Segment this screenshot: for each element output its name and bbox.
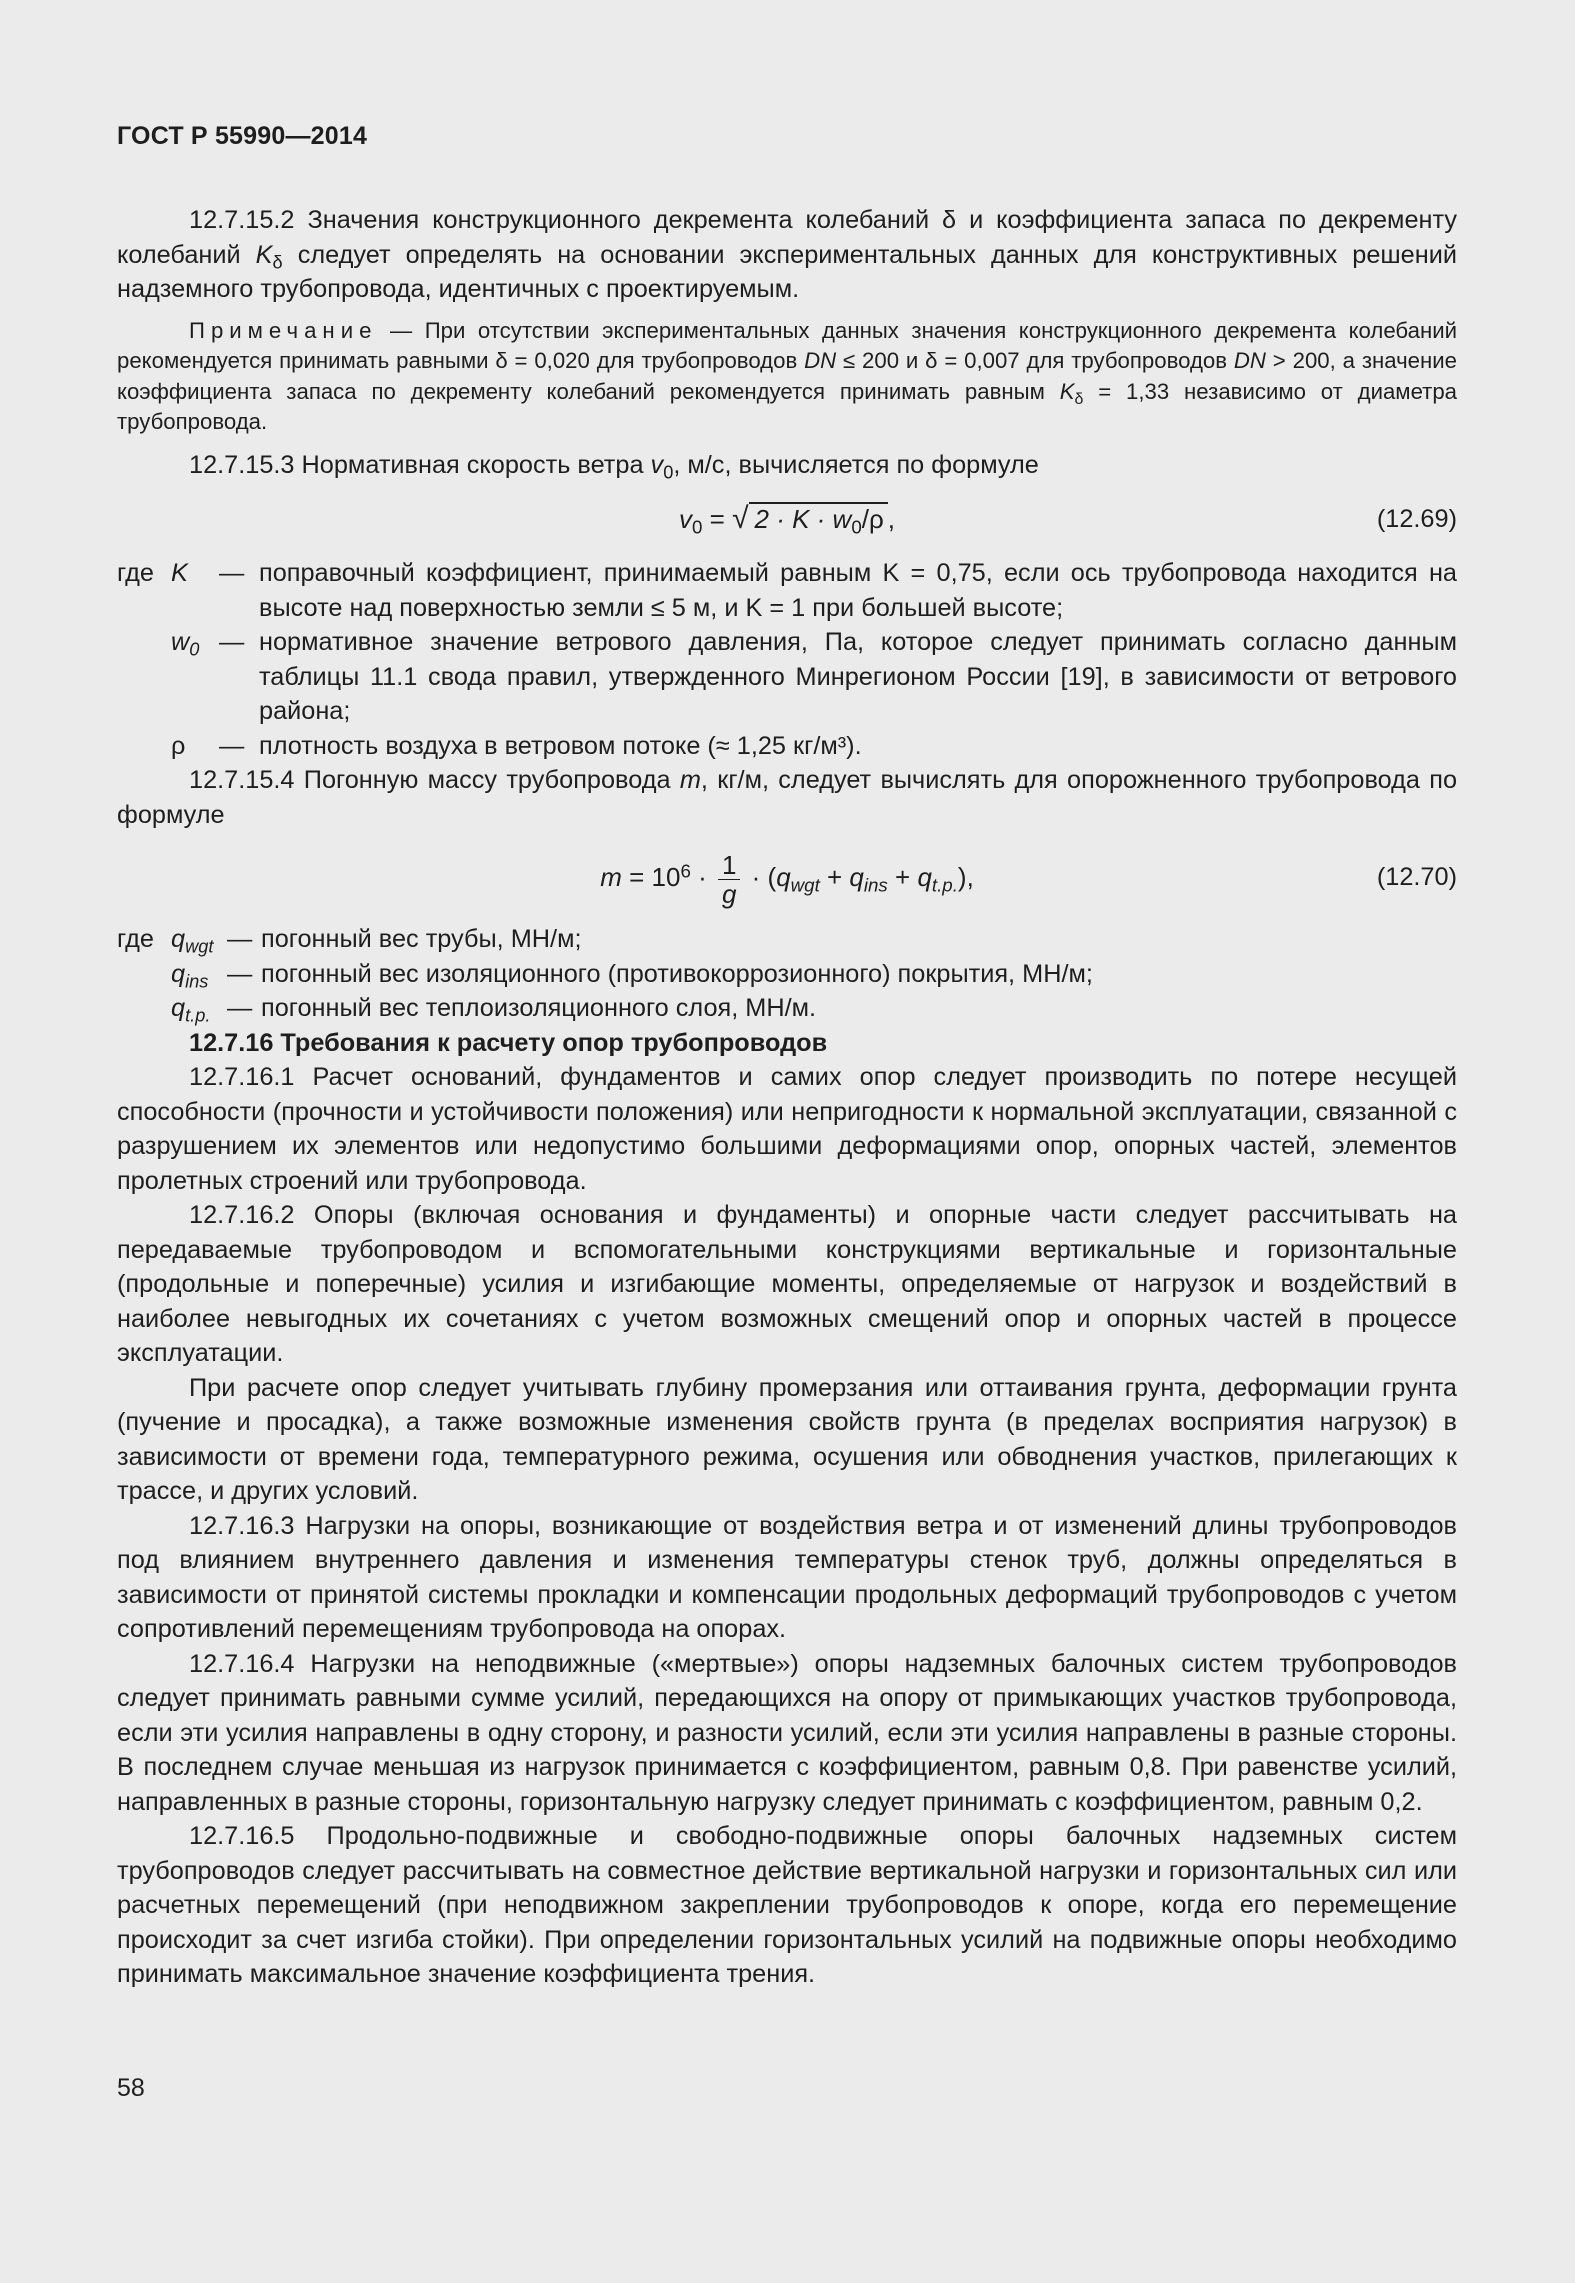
- paragraph-12-7-15-2: 12.7.15.2 Значения конструкционного декремента колебаний δ и коэффициента запаса по декременту колебаний $K_\delta$ следует определять на основании экспериментальных данных для конструктивных решений надземного трубопровода, идентичных с проектируемым.: [117, 206, 1457, 303]
- definition-row: где $q_{wgt}$ — погонный вес трубы, МН/м;: [117, 925, 582, 957]
- paragraph-12-7-16-1: 12.7.16.1 Расчет оснований, фундаментов и самих опор следует производить по потере несущей способности (прочности и устойчивости положения) или непригодности к нормальной эксплуатации, связанной с разрушением их элементов или недопустимо большими деформациями опор, опорных частей, элементов пролетных строений или трубопровода.: [117, 1063, 1457, 1195]
- paragraph-12-7-16-3: 12.7.16.3 Нагрузки на опоры, возникающие от воздействия ветра и от изменений длины трубопроводов под влиянием внутреннего давления и изменения температуры стенок труб, должны определяться в зависимости от принятой системы прокладки и компенсации продольных деформаций трубопроводов с учетом сопротивлений перемещениям трубопровода на опорах.: [117, 1511, 1457, 1643]
- section-heading-12-7-16: 12.7.16 Требования к расчету опор трубопроводов: [189, 1028, 828, 1057]
- fraction: $\frac{1}{g}$: [718, 851, 740, 908]
- document-header: ГОСТ Р 55990—2014: [117, 122, 368, 150]
- document-body: [117, 203, 1457, 1992]
- radicand: $2 \cdot K \cdot w_0/\rho$: [749, 502, 888, 534]
- formula-12-70-definitions: [117, 922, 1457, 1026]
- paragraph-supports-calculation: При расчете опор следует учитывать глубину промерзания или оттаивания грунта, деформации грунта (пучение и просадка), а также возможные изменения свойств грунта (в пределах восприятия нагрузок) в зависимости от времени года, температурного режима, осушения или обводнения участков, прилегающих к трассе, и других условий.: [117, 1373, 1457, 1505]
- paragraph-12-7-15-3: 12.7.15.3 Нормативная скорость ветра $v_0$, м/с, вычисляется по формуле: [189, 450, 1039, 482]
- paragraph-12-7-16-2: 12.7.16.2 Опоры (включая основания и фундаменты) и опорные части следует рассчитывать на передаваемые трубопроводом и вспомогательными конструкциями вертикальные и горизонтальные (продольные и поперечные) усилия и изгибающие моменты, определяемые от нагрузок и воздействий в наиболее невыгодных их сочетаниях с учетом возможных смещений опор и опорных частей в процессе эксплуатации.: [117, 1201, 1457, 1367]
- formula-12-70: [117, 832, 1457, 922]
- note-label: Примечание: [189, 317, 378, 343]
- formula-expression: $m = 10^6$ · $\frac{1}{g}$ · $(q_{wgt} + q_{ins} + q_{t.p.})$,: [600, 849, 974, 909]
- definition-row: где K — поправочный коэффициент, принимаемый равным K = 0,75, если ось трубопровода находится на высоте над поверхностью земли ≤ 5 м, и K = 1 при большей высоте;: [117, 559, 1457, 622]
- paragraph-12-7-15-4: 12.7.15.4 Погонную массу трубопровода m, кг/м, следует вычислять для опорожненного трубопровода по формуле: [117, 766, 1458, 829]
- note: Примечание — При отсутствии экспериментальных данных значения конструкционного декремента колебаний рекомендуется принимать равными δ = 0,020 для трубопроводов DN ≤ 200 и δ = 0,007 для трубопроводов DN > 200, а значение коэффициента запаса по декременту колебаний рекомендуется принимать равным $K_\delta = 1,33$ независимо от диаметра трубопровода.: [117, 317, 1458, 434]
- paragraph-12-7-16-5: 12.7.16.5 Продольно-подвижные и свободно-подвижные опоры балочных надземных систем трубопроводов следует рассчитывать на совместное действие вертикальной нагрузки и горизонтальных сил или расчетных перемещений (при неподвижном закреплении трубопроводов к опоре, когда его перемещение происходит за счет изгиба стойки). При определении горизонтальных усилий на подвижные опоры необходимо принимать максимальное значение коэффициента трения.: [117, 1822, 1457, 1988]
- formula-number: (12.69): [1376, 505, 1457, 533]
- definition-row: ρ — плотность воздуха в ветровом потоке (≈ 1,25 кг/м³).: [171, 731, 862, 760]
- paragraph-12-7-16-4: 12.7.16.4 Нагрузки на неподвижные («мертвые») опоры надземных балочных систем трубопроводов следует принимать равными сумме усилий, передающихся на опору от примыкающих участков трубопровода, если эти усилия направлены в одну сторону, и разности усилий, если эти усилия направлены в разные стороны. В последнем случае меньшая из нагрузок принимается с коэффициентом, равным 0,8. При равенстве усилий, направленных в разные стороны, горизонтальную нагрузку следует принимать с коэффициентом, равным 0,2.: [117, 1649, 1457, 1816]
- definition-row: $q_{ins}$ — погонный вес изоляционного (противокоррозионного) покрытия, МН/м;: [171, 959, 1093, 991]
- formula-12-69-definitions: [117, 556, 1457, 763]
- formula-expression: $v_0$ = √ $2 \cdot K \cdot w_0/\rho$ ,: [679, 502, 895, 538]
- definition-row: $q_{t.p.}$ — погонный вес теплоизоляционного слоя, МН/м.: [171, 994, 817, 1026]
- page-number: 58: [117, 2074, 145, 2102]
- square-root-sign: √: [732, 502, 749, 535]
- definition-row: $w_0$ — нормативное значение ветрового давления, Па, которое следует принимать согласно данным таблицы 11.1 свода правил, утвержденного Минрегионом России [19], в зависимости от ветрового района;: [171, 628, 1457, 725]
- formula-number: (12.70): [1376, 863, 1457, 891]
- formula-12-69: [117, 482, 1457, 556]
